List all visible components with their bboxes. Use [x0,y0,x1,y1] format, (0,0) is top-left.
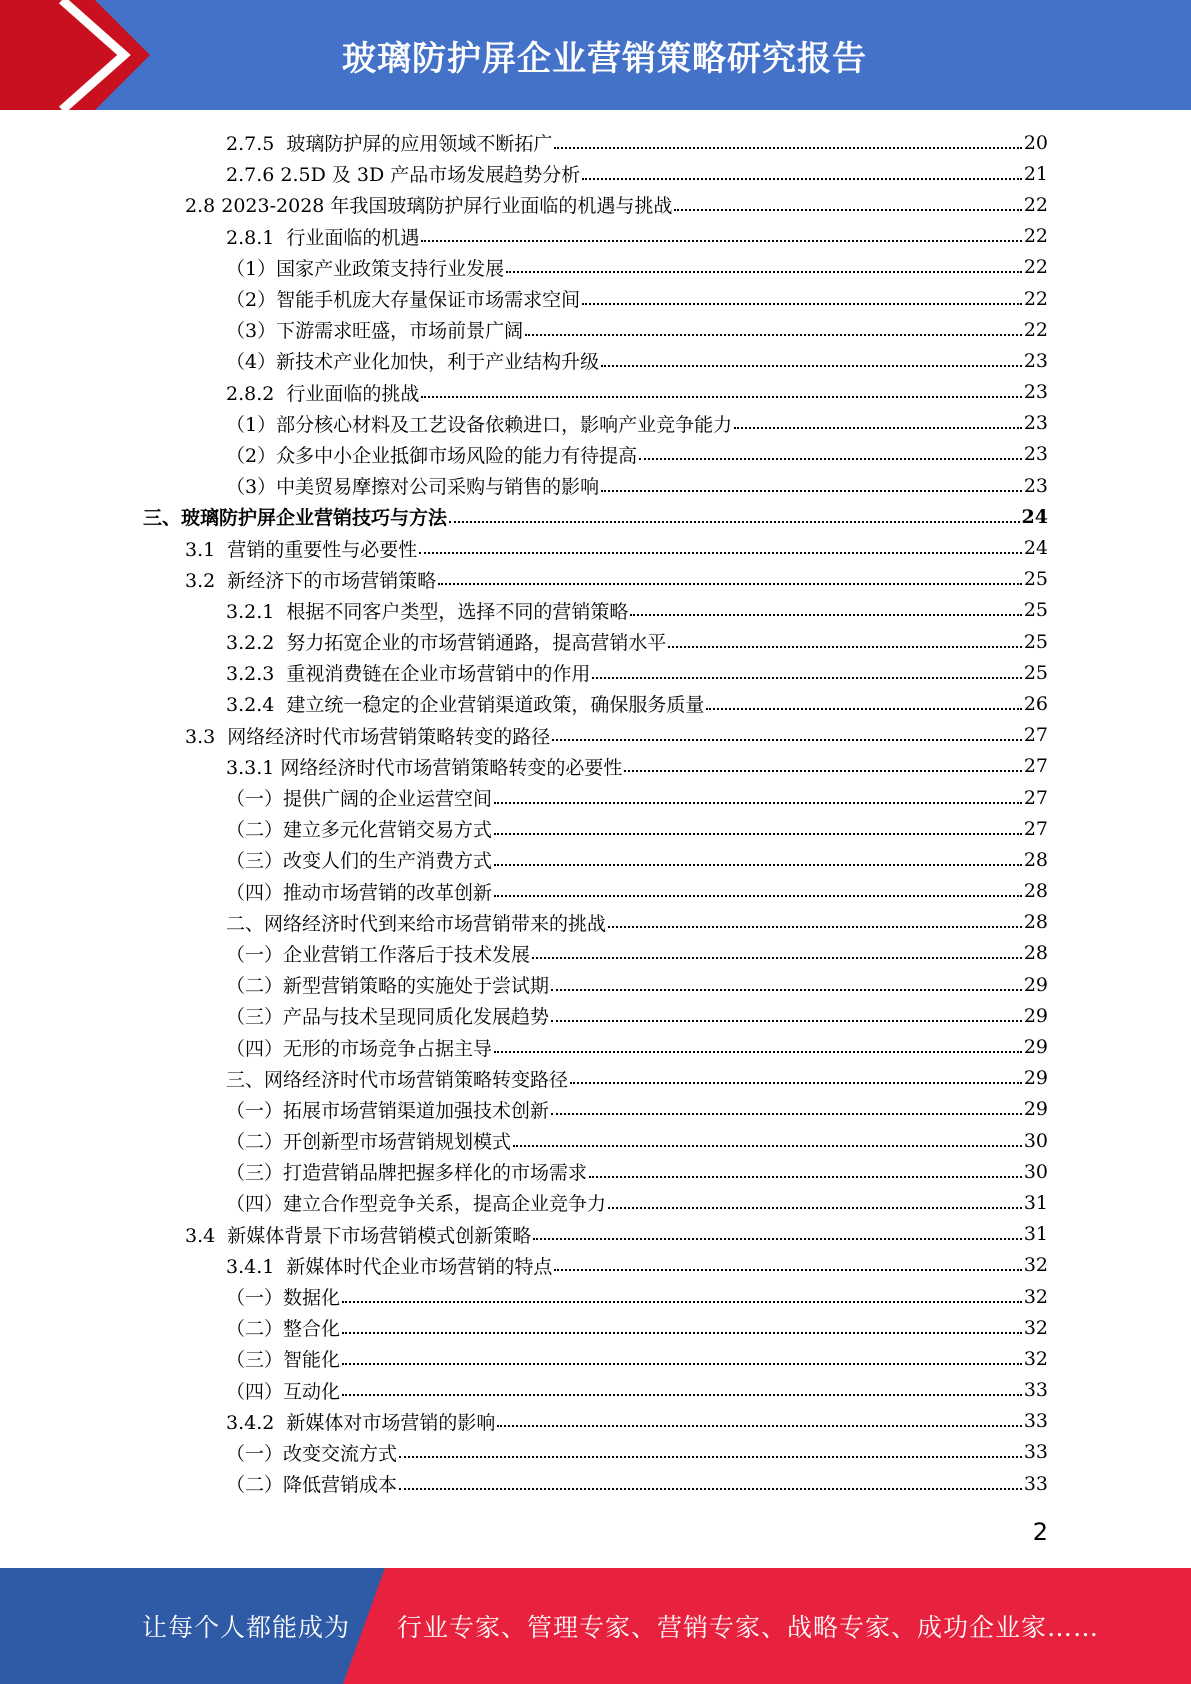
toc-entry-page: 25 [1023,599,1048,622]
toc-entry-page: 30 [1023,1129,1048,1152]
toc-entry-page: 27 [1023,724,1048,747]
toc-entry[interactable] [0,1250,1191,1281]
toc-entry-title: 2.8.2 行业面临的挑战 [226,382,420,405]
toc-entry-title: （二）建立多元化营销交易方式 [226,819,493,842]
toc-entry-title: 2.8.1 行业面临的机遇 [226,226,420,249]
toc-dot-leader [582,178,1022,180]
toc-entry-title: （二）降低营销成本 [226,1474,398,1497]
toc-entry[interactable] [0,189,1191,220]
toc-dot-leader [494,802,1022,804]
toc-entry-page: 23 [1023,381,1048,404]
toc-entry-title: 3.4 新媒体背景下市场营销模式创新策略 [185,1224,532,1247]
toc-entry-page: 22 [1023,225,1048,248]
toc-entry-title: （一）提供广阔的企业运营空间 [226,788,493,811]
toc-dot-leader [734,427,1022,429]
toc-entry[interactable] [0,221,1191,252]
toc-dot-leader [608,926,1022,928]
toc-entry-page: 20 [1023,131,1048,154]
toc-entry[interactable] [0,1156,1191,1187]
toc-entry-title: 3.3 网络经济时代市场营销策略转变的路径 [185,725,551,748]
toc-dot-leader [342,1363,1022,1365]
toc-entry-title: 3.4.1 新媒体时代企业市场营销的特点 [226,1255,553,1278]
toc-entry-page: 31 [1023,1191,1048,1214]
toc-dot-leader [494,1051,1022,1053]
footer-slogan-right: 行业专家、管理专家、营销专家、战略专家、成功企业家…… [397,1613,1100,1642]
toc-entry[interactable] [0,813,1191,844]
toc-dot-leader [582,303,1022,305]
toc-entry-page: 27 [1023,755,1048,778]
toc-entry[interactable] [0,1031,1191,1062]
toc-entry[interactable] [0,1219,1191,1250]
toc-dot-leader [570,1082,1022,1084]
toc-entry-title: （一）拓展市场营销渠道加强技术创新 [226,1099,550,1122]
toc-entry-page: 26 [1023,692,1048,715]
toc-entry-title: 3.2.2 努力拓宽企业的市场营销通路，提高营销水平 [226,632,667,655]
toc-entry-page: 33 [1023,1379,1048,1402]
toc-dot-leader [533,1238,1022,1240]
toc-entry-title: （二）开创新型市场营销规划模式 [226,1131,512,1154]
toc-entry-page: 30 [1023,1160,1048,1183]
toc-entry-title: （一）数据化 [226,1287,341,1310]
toc-entry[interactable] [0,314,1191,345]
toc-dot-leader [592,677,1021,679]
toc-entry[interactable] [0,1437,1191,1468]
toc-entry-page: 24 [1021,505,1048,528]
toc-entry-title: 3.2 新经济下的市场营销策略 [185,569,437,592]
toc-entry[interactable] [0,1187,1191,1218]
toc-entry-page: 27 [1023,817,1048,840]
table-of-contents [0,127,1191,1499]
toc-entry-page: 27 [1023,786,1048,809]
toc-entry-title: （二）新型营销策略的实施处于尝试期 [226,975,550,998]
page-number: 2 [1032,1518,1048,1546]
toc-entry[interactable] [0,969,1191,1000]
toc-entry-page: 25 [1023,568,1048,591]
toc-dot-leader [399,1456,1022,1458]
toc-entry-page: 33 [1023,1472,1048,1495]
toc-entry-page: 22 [1023,287,1048,310]
toc-entry[interactable] [0,252,1191,283]
toc-entry[interactable] [0,876,1191,907]
toc-entry-page: 29 [1023,1098,1048,1121]
toc-dot-leader [438,583,1022,585]
toc-entry[interactable] [0,1468,1191,1499]
toc-entry-page: 23 [1023,412,1048,435]
report-footer [0,1568,1191,1684]
toc-entry-title: 三、玻璃防护屏企业营销技巧与方法 [143,507,448,530]
toc-dot-leader [589,1176,1022,1178]
toc-entry-title: （一）改变交流方式 [226,1442,398,1465]
toc-dot-leader [706,708,1021,710]
toc-entry-page: 33 [1023,1410,1048,1433]
toc-entry-page: 29 [1023,973,1048,996]
toc-dot-leader [639,458,1022,460]
toc-entry[interactable] [0,626,1191,657]
toc-entry-page: 32 [1023,1254,1048,1277]
toc-entry-page: 28 [1023,848,1048,871]
toc-entry[interactable] [0,501,1191,532]
toc-entry-page: 32 [1023,1285,1048,1308]
toc-entry-page: 22 [1023,256,1048,279]
toc-dot-leader [554,147,1021,149]
toc-entry-title: （四）无形的市场竞争占据主导 [226,1037,493,1060]
toc-entry-page: 22 [1023,193,1048,216]
toc-entry[interactable] [0,1312,1191,1343]
toc-entry-page: 21 [1023,162,1048,185]
toc-entry-title: （2）智能手机庞大存量保证市场需求空间 [226,289,581,312]
toc-entry-title: （1）国家产业政策支持行业发展 [226,257,505,280]
toc-dot-leader [601,490,1022,492]
toc-entry-title: （三）产品与技术呈现同质化发展趋势 [226,1006,550,1029]
toc-entry[interactable] [0,377,1191,408]
toc-entry-page: 23 [1023,443,1048,466]
report-header [0,0,1191,110]
toc-entry-title: 3.2.4 建立统一稳定的企业营销渠道政策，确保服务质量 [226,694,705,717]
toc-entry-page: 24 [1023,537,1048,560]
toc-dot-leader [342,1332,1022,1334]
toc-entry[interactable] [0,1094,1191,1125]
toc-entry[interactable] [0,439,1191,470]
report-title: 玻璃防护屏企业营销策略研究报告 [342,38,867,79]
toc-dot-leader [608,1207,1022,1209]
toc-dot-leader [497,1425,1021,1427]
toc-dot-leader [513,1145,1022,1147]
toc-dot-leader [554,1269,1021,1271]
toc-entry[interactable] [0,127,1191,158]
toc-entry[interactable] [0,657,1191,688]
toc-entry-page: 28 [1023,942,1048,965]
toc-entry-title: 3.2.1 根据不同客户类型，选择不同的营销策略 [226,600,629,623]
toc-entry[interactable] [0,720,1191,751]
toc-dot-leader [551,989,1022,991]
toc-entry-title: 3.4.2 新媒体对市场营销的影响 [226,1411,496,1434]
toc-entry-title: （四）推动市场营销的改革创新 [226,881,493,904]
footer-slogan-left: 让每个人都能成为 [142,1613,351,1642]
toc-dot-leader [419,552,1022,554]
toc-dot-leader [630,614,1021,616]
toc-entry-title: （2）众多中小企业抵御市场风险的能力有待提高 [226,444,638,467]
toc-entry-page: 28 [1023,911,1048,934]
toc-entry-page: 29 [1023,1036,1048,1059]
toc-dot-leader [674,209,1021,211]
toc-entry-page: 25 [1023,630,1048,653]
toc-entry[interactable] [0,1406,1191,1437]
toc-dot-leader [552,739,1022,741]
toc-entry[interactable] [0,1281,1191,1312]
toc-entry-title: （3）下游需求旺盛，市场前景广阔 [226,320,524,343]
toc-entry-page: 29 [1023,1004,1048,1027]
toc-dot-leader [551,1020,1022,1022]
toc-entry-title: 2.8 2023-2028 年我国玻璃防护屏行业面临的机遇与挑战 [185,195,673,218]
toc-dot-leader [601,365,1022,367]
toc-entry-title: （一）企业营销工作落后于技术发展 [226,943,531,966]
toc-dot-leader [532,957,1022,959]
toc-entry-page: 29 [1023,1067,1048,1090]
toc-dot-leader [525,334,1022,336]
toc-entry[interactable] [0,688,1191,719]
toc-entry-page: 23 [1023,474,1048,497]
toc-entry-title: （4）新技术产业化加快，利于产业结构升级 [226,351,600,374]
toc-dot-leader [342,1301,1022,1303]
toc-dot-leader [494,864,1022,866]
toc-entry-page: 31 [1023,1223,1048,1246]
toc-dot-leader [421,240,1021,242]
toc-dot-leader [624,770,1021,772]
toc-entry[interactable] [0,595,1191,626]
toc-dot-leader [551,1113,1022,1115]
toc-entry-title: 3.1 营销的重要性与必要性 [185,538,418,561]
toc-entry-page: 32 [1023,1347,1048,1370]
toc-entry-page: 32 [1023,1316,1048,1339]
toc-entry-title: （三）智能化 [226,1349,341,1372]
toc-dot-leader [668,646,1021,648]
toc-entry-title: 二、网络经济时代到来给市场营销带来的挑战 [226,912,607,935]
toc-entry-title: （二）整合化 [226,1318,341,1341]
toc-entry[interactable] [0,782,1191,813]
toc-entry-title: 2.7.5 玻璃防护屏的应用领域不断拓广 [226,133,553,156]
toc-entry-title: 2.7.6 2.5D 及 3D 产品市场发展趋势分析 [226,164,581,187]
toc-entry-title: （四）建立合作型竞争关系，提高企业竞争力 [226,1193,607,1216]
toc-entry-title: （3）中美贸易摩擦对公司采购与销售的影响 [226,476,600,499]
toc-entry[interactable] [0,532,1191,563]
toc-entry[interactable] [0,1375,1191,1406]
toc-entry-page: 28 [1023,880,1048,903]
toc-entry[interactable] [0,1343,1191,1374]
toc-dot-leader [506,271,1022,273]
toc-entry[interactable] [0,345,1191,376]
toc-entry-title: （三）改变人们的生产消费方式 [226,850,493,873]
toc-entry[interactable] [0,1125,1191,1156]
toc-entry[interactable] [0,751,1191,782]
toc-dot-leader [494,833,1022,835]
toc-entry-title: 3.3.1 网络经济时代市场营销策略转变的必要性 [226,756,623,779]
toc-entry[interactable] [0,408,1191,439]
toc-entry-title: 三、网络经济时代市场营销策略转变路径 [226,1068,569,1091]
toc-entry-page: 25 [1023,661,1048,684]
toc-entry[interactable] [0,158,1191,189]
toc-entry-title: （四）互动化 [226,1380,341,1403]
toc-entry-title: 3.2.3 重视消费链在企业市场营销中的作用 [226,663,591,686]
toc-dot-leader [494,895,1022,897]
toc-entry[interactable] [0,844,1191,875]
toc-dot-leader [342,1394,1022,1396]
toc-entry[interactable] [0,1000,1191,1031]
toc-entry-page: 33 [1023,1441,1048,1464]
toc-entry-page: 22 [1023,318,1048,341]
toc-entry[interactable] [0,564,1191,595]
toc-entry-title: （三）打造营销品牌把握多样化的市场需求 [226,1162,588,1185]
toc-dot-leader [449,521,1020,523]
toc-dot-leader [421,396,1021,398]
toc-entry-page: 23 [1023,349,1048,372]
toc-entry-title: （1）部分核心材料及工艺设备依赖进口，影响产业竞争能力 [226,413,733,436]
toc-dot-leader [399,1488,1022,1490]
toc-entry[interactable] [0,907,1191,938]
toc-entry[interactable] [0,283,1191,314]
toc-entry[interactable] [0,1063,1191,1094]
toc-entry[interactable] [0,938,1191,969]
toc-entry[interactable] [0,470,1191,501]
